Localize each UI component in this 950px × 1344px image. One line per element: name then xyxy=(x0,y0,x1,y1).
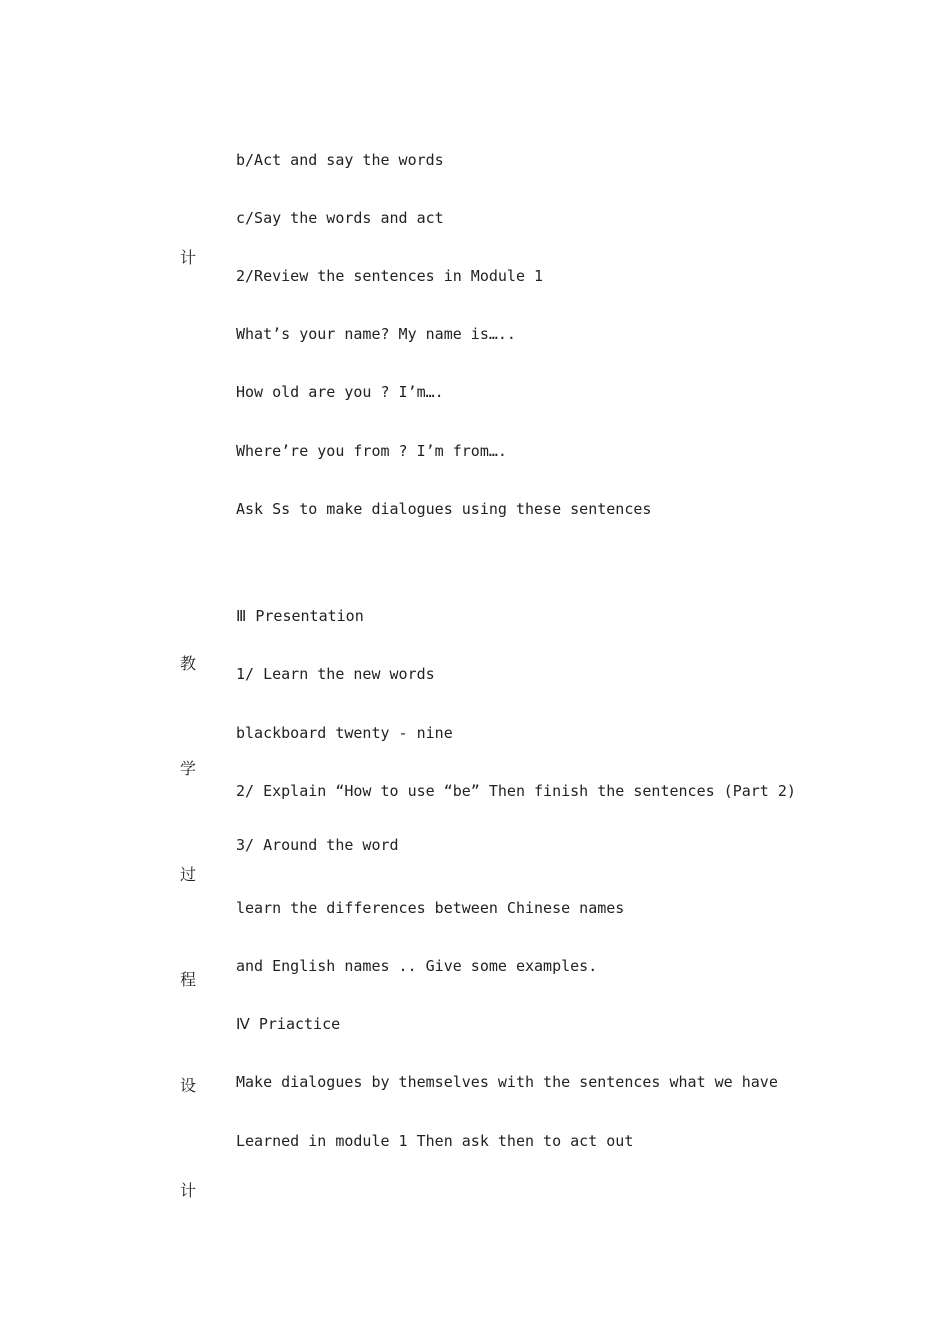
text-line: 2/ Explain “How to use “be” Then finish the sentences (Part 2) xyxy=(236,782,796,800)
text-line: b/Act and say the words xyxy=(236,151,444,169)
text-line: What’s your name? My name is….. xyxy=(236,325,516,343)
side-label-char: 设 xyxy=(180,1076,197,1095)
side-label-char: 教 xyxy=(180,654,197,673)
text-line: Where’re you from ? I’m from…. xyxy=(236,442,507,460)
section-heading: Ⅳ Priactice xyxy=(236,1015,341,1033)
text-line: How old are you ? I’m…. xyxy=(236,383,444,401)
side-label-char: 过 xyxy=(180,865,197,884)
text-line: and English names .. Give some examples. xyxy=(236,957,598,975)
text-line: 2/Review the sentences in Module 1 xyxy=(236,267,544,285)
side-label-char: 计 xyxy=(180,248,197,267)
section-heading: Ⅲ Presentation xyxy=(236,607,364,625)
text-line: c/Say the words and act xyxy=(236,209,444,227)
text-line: 1/ Learn the new words xyxy=(236,665,435,683)
text-line: blackboard twenty - nine xyxy=(236,724,453,742)
side-label-char: 学 xyxy=(180,759,197,778)
text-line: 3/ Around the word xyxy=(236,836,399,854)
side-label-char: 计 xyxy=(180,1181,197,1200)
text-line: learn the differences between Chinese names xyxy=(236,899,625,917)
text-line: Learned in module 1 Then ask then to act out xyxy=(236,1132,634,1150)
text-line: Ask Ss to make dialogues using these sentences xyxy=(236,500,652,518)
text-line: Make dialogues by themselves with the sentences what we have xyxy=(236,1073,778,1091)
side-label-char: 程 xyxy=(180,970,197,989)
